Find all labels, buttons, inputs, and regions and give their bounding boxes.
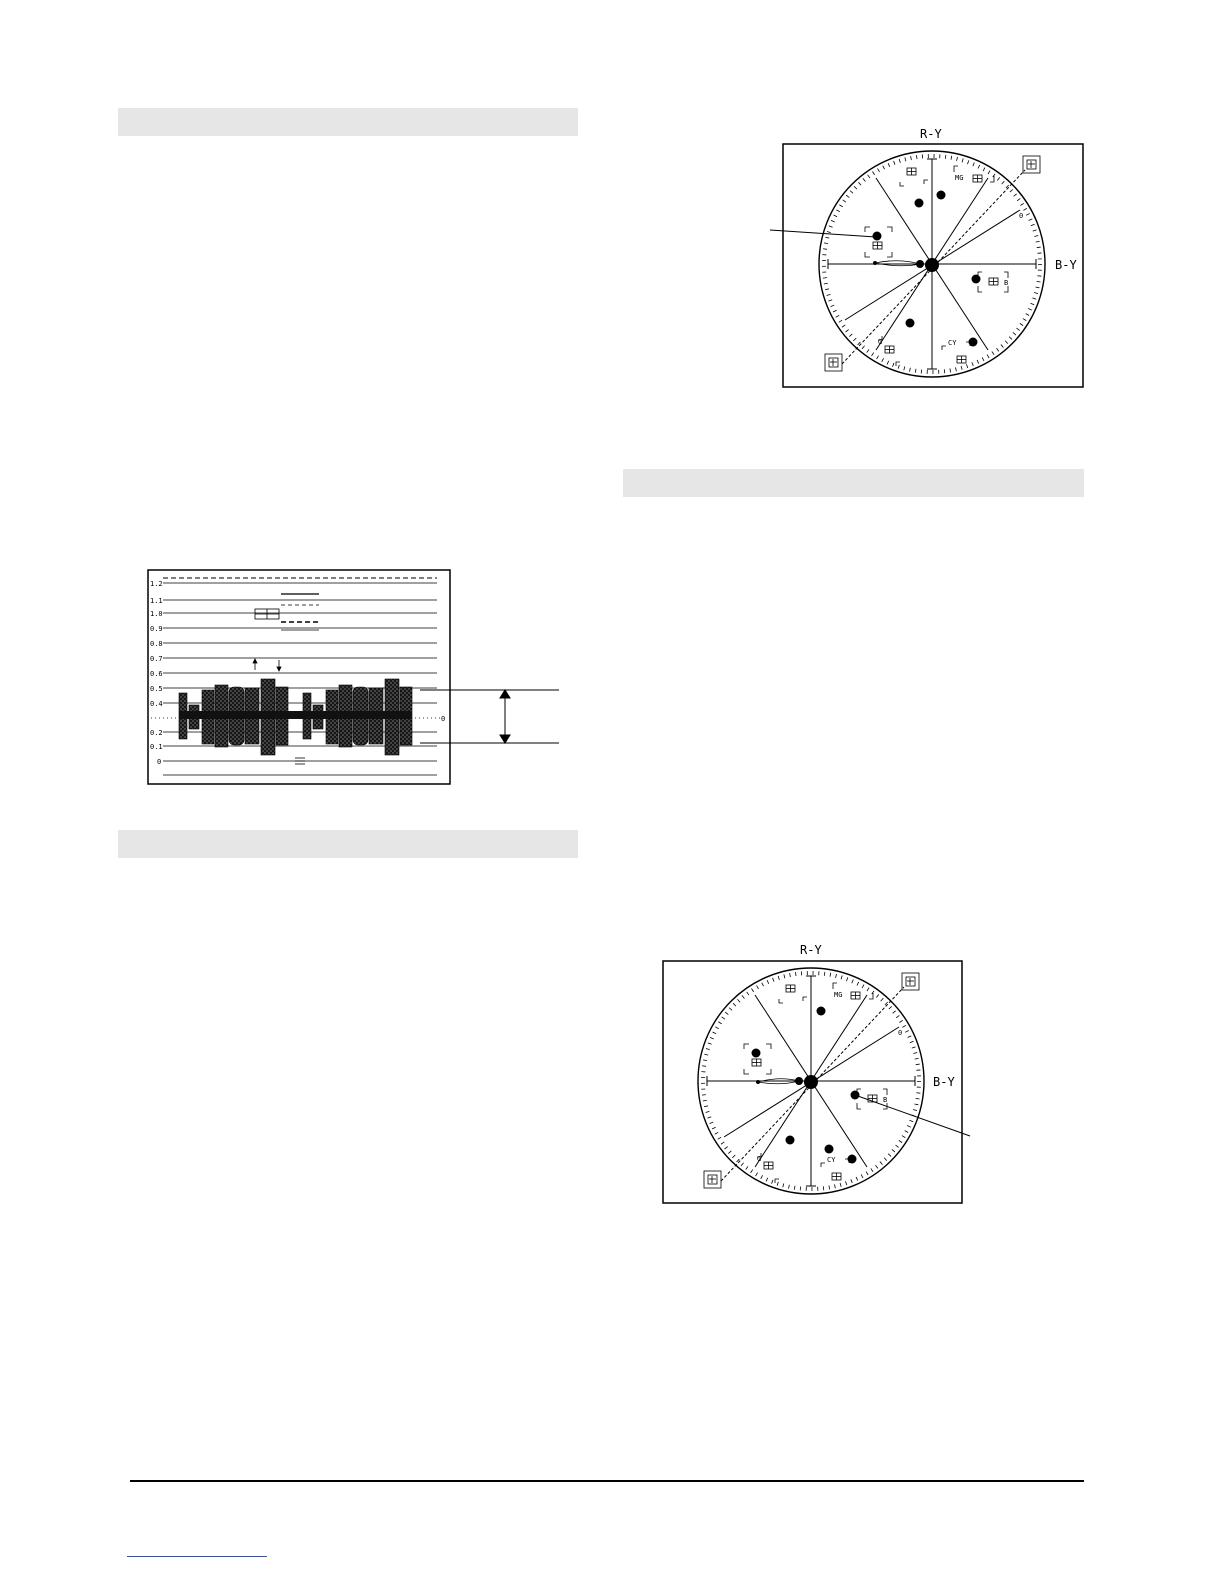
footer-link-underline[interactable] (127, 1556, 267, 1557)
label-mg: MG (955, 174, 964, 182)
scale-label-0: 0 (157, 758, 162, 766)
label-zero: 0 (1019, 212, 1024, 220)
vectorscope-bottom-figure (650, 940, 980, 1210)
label-b: B (1004, 279, 1009, 287)
vectorscope-bottom-svg (650, 940, 980, 1210)
waveform-frame (148, 570, 450, 784)
waveform-figure (145, 567, 565, 787)
label-cy: CY (948, 339, 957, 347)
section-header-bar-2 (118, 830, 578, 858)
axis-label-r-y: R-Y (920, 127, 942, 141)
zero-marker-label: 0 (441, 715, 446, 723)
scope-axes (770, 159, 1036, 369)
footer-rule (130, 1480, 1084, 1482)
label-g: G (878, 338, 883, 346)
waveform-svg (145, 567, 565, 787)
section-header-bar-1 (118, 108, 578, 136)
vectorscope-top-svg (770, 122, 1090, 392)
axis-label-b-y: B-Y (933, 1075, 955, 1089)
scale-label-0-6: 0.6 (150, 670, 163, 678)
scale-label-1-2: 1.2 (150, 580, 163, 588)
axis-label-r-y: R-Y (800, 943, 822, 957)
scale-label-1-0: 1.0 (150, 610, 163, 618)
label-mg: MG (834, 991, 843, 999)
burst-vector (875, 261, 920, 266)
scale-label-0-7: 0.7 (150, 655, 163, 663)
scale-label-0-9: 0.9 (150, 625, 163, 633)
scale-label-0-5: 0.5 (150, 685, 163, 693)
scale-label-1-1: 1.1 (150, 597, 163, 605)
label-b: B (883, 1096, 888, 1104)
scale-label-0-4: 0.4 (150, 700, 163, 708)
scale-label-0-1: 0.1 (150, 743, 163, 751)
scope-axes (707, 976, 970, 1186)
vectorscope-top-figure (770, 122, 1090, 392)
label-zero: 0 (898, 1029, 903, 1037)
waveform-center-band (179, 711, 412, 719)
label-cy: CY (827, 1156, 836, 1164)
axis-label-b-y: B-Y (1055, 258, 1077, 272)
vector-points (752, 1007, 860, 1164)
scale-label-0-2: 0.2 (150, 729, 163, 737)
section-header-bar-3 (623, 469, 1084, 497)
scale-label-0-8: 0.8 (150, 640, 163, 648)
label-g: G (757, 1155, 762, 1163)
